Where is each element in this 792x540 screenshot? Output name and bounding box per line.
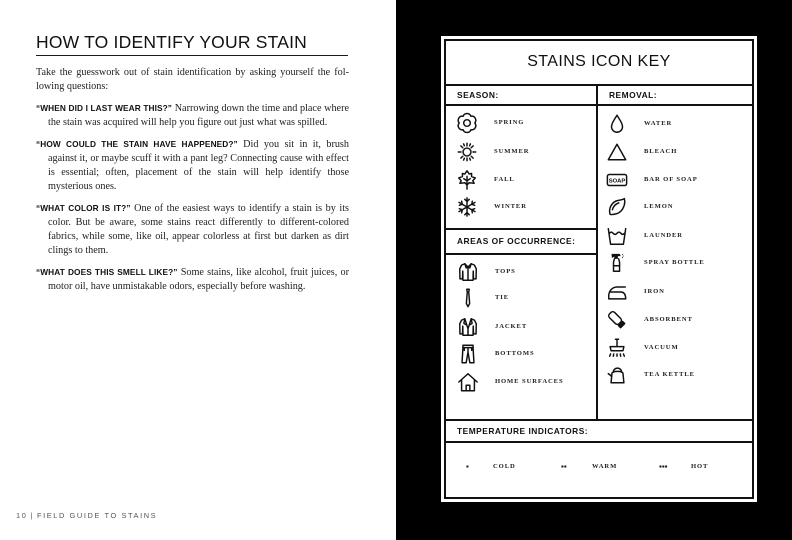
question-paragraph [36, 265, 349, 294]
removal-item [606, 309, 746, 331]
area-item [457, 261, 597, 283]
winter-snowflake-icon [456, 196, 478, 218]
season-label: SUMMER [494, 148, 530, 155]
season-item [456, 169, 596, 191]
absorbent-shaker-icon [606, 309, 628, 331]
season-label: WINTER [494, 203, 527, 210]
removal-label: LAUNDER [644, 232, 683, 239]
removal-item [606, 252, 746, 274]
question-lead: “HOW COULD THE STAIN HAVE HAPPENED?” [36, 139, 238, 149]
temperature-header: TEMPERATURE INDICATORS: [457, 426, 589, 436]
title-divider [444, 84, 754, 86]
season-label: FALL [494, 176, 515, 183]
question-lead: “WHAT COLOR IS IT?” [36, 203, 131, 213]
season-item [456, 141, 596, 163]
removal-header: REMOVAL: [609, 90, 658, 100]
area-item [457, 371, 597, 393]
page-heading: HOW TO IDENTIFY YOUR STAIN [36, 31, 348, 56]
hot-label: HOT [691, 463, 709, 470]
header-divider [444, 104, 754, 106]
area-item [457, 316, 597, 338]
footer-separator: | [30, 511, 34, 520]
season-item [456, 196, 596, 218]
question-lead: “WHEN DID I LAST WEAR THIS?” [36, 103, 173, 113]
areas-bottom-divider [444, 253, 597, 255]
cold-label: COLD [493, 463, 516, 470]
book-title: FIELD GUIDE TO STAINS [36, 511, 158, 520]
question-answer: Narrowing down the time and place where the stain was acquired will help you figure out just what was spilled. [48, 103, 349, 128]
warm-label: WARM [592, 463, 618, 470]
water-drop-icon [606, 113, 628, 135]
areas-header: AREAS OF OCCURRENCE: [457, 236, 576, 246]
area-item [457, 287, 597, 309]
hot-indicator: ▪▪▪ [659, 462, 668, 471]
removal-label: LEMON [644, 203, 674, 210]
question-answer: Some stains, like alcohol, fruit juices, or motor oil, have unmistakable odors, especially before washing. [48, 267, 350, 292]
removal-item [606, 364, 746, 386]
removal-item [606, 169, 746, 191]
removal-item [606, 281, 746, 303]
area-label: JACKET [495, 323, 528, 330]
area-label: HOME SURFACES [495, 378, 564, 385]
warm-indicator: ▪▪ [561, 462, 567, 471]
removal-label: SPRAY BOTTLE [644, 259, 705, 266]
removal-item [606, 196, 746, 218]
removal-item [606, 113, 746, 135]
area-label: TIE [495, 294, 510, 301]
launder-tub-icon [606, 225, 628, 247]
shirt-icon [457, 261, 479, 283]
fall-leaf-icon [456, 169, 478, 191]
intro-paragraph: Take the guesswork out of stain identification by asking yourself the following questions: [36, 67, 349, 92]
question-answer: Did you sit in it, brush against it, or maybe scuff it with a pant leg? Connecting cause with effect is essential; often, placement of the stain will help identify those mysterious ones. [48, 139, 349, 192]
area-label: BOTTOMS [495, 350, 535, 357]
soap-bar-icon [606, 169, 628, 191]
jacket-icon [457, 316, 479, 338]
question-paragraph [36, 101, 349, 130]
removal-label: BAR OF SOAP [644, 176, 698, 183]
removal-item [606, 337, 746, 359]
question-answer: One of the easiest ways to identify a stain is by its color. But be aware, some stains react differently to different-colored fabrics, while some, like oil, appear colorless at first but darken as dirt clings to them. [48, 203, 350, 256]
bleach-triangle-icon [606, 141, 628, 163]
season-header: SEASON: [457, 90, 499, 100]
temperature-top-divider [444, 419, 754, 421]
removal-label: WATER [644, 120, 673, 127]
removal-item [606, 225, 746, 247]
area-item [457, 343, 597, 365]
question-lead: “WHAT DOES THIS SMELL LIKE?” [36, 267, 178, 277]
question-paragraph [36, 201, 349, 258]
removal-label: BLEACH [644, 148, 678, 155]
tie-icon [457, 287, 479, 309]
house-icon [457, 371, 479, 393]
iron-icon [606, 281, 628, 303]
removal-label: ABSORBENT [644, 316, 693, 323]
tea-kettle-icon [606, 364, 628, 386]
area-label: TOPS [495, 268, 516, 275]
body-text [36, 66, 349, 301]
page-number: 10 [16, 511, 28, 520]
question-paragraph [36, 137, 349, 194]
temperature-bottom-divider [444, 441, 754, 443]
pants-icon [457, 343, 479, 365]
removal-label: VACUUM [644, 344, 679, 351]
soap-icon-text: SOAP [608, 178, 626, 185]
removal-label: IRON [644, 288, 665, 295]
removal-item [606, 141, 746, 163]
areas-top-divider [444, 228, 597, 230]
spring-flower-icon [456, 112, 478, 134]
icon-key-title: STAINS ICON KEY [527, 53, 671, 70]
removal-label: TEA KETTLE [644, 371, 695, 378]
spray-bottle-icon [606, 252, 628, 274]
season-label: SPRING [494, 119, 525, 126]
cold-indicator: ▪ [466, 462, 469, 471]
summer-sun-icon [456, 141, 478, 163]
lemon-icon [606, 196, 628, 218]
vacuum-icon [606, 337, 628, 359]
season-item [456, 112, 596, 134]
page-footer [16, 511, 160, 520]
